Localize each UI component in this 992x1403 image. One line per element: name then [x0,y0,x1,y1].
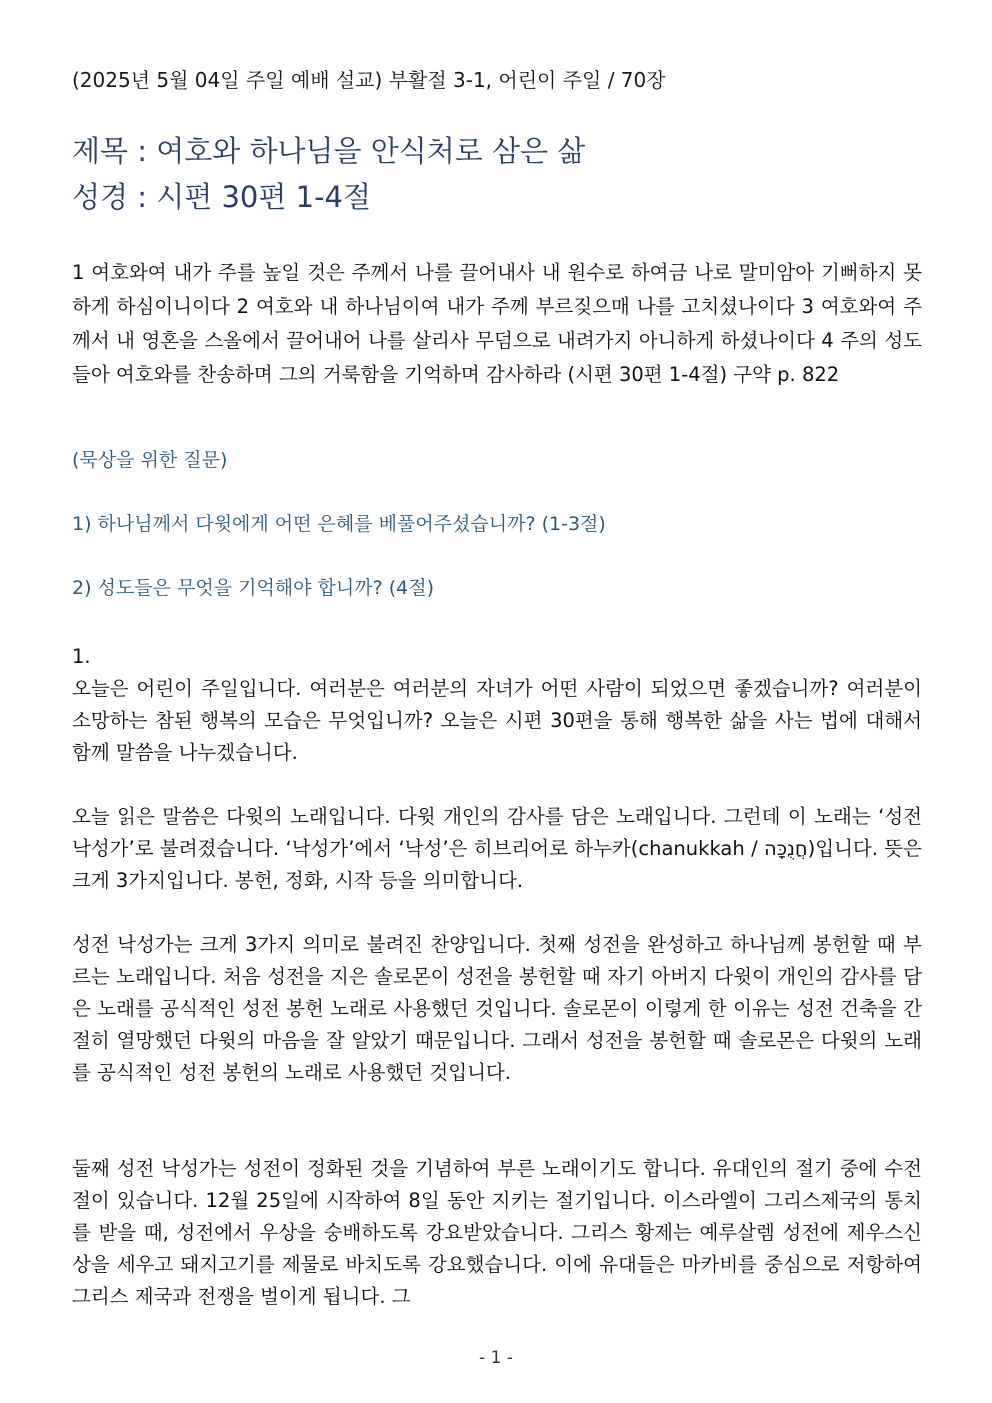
sermon-title: 제목 : 여호와 하나님을 안식처로 삼은 삶 [72,134,586,168]
sermon-paragraph [72,673,922,769]
page-number: - 1 - [479,1348,513,1368]
paragraph-text: 오늘은 어린이 주일입니다. 여러분은 여러분의 자녀가 어떤 사람이 되었으면 좋겠습니까? 여러분이 소망하는 참된 행복의 모습은 무엇입니까? 오늘은 시편 30편을 통해 행복한 삶을 사는 법에 대해서 함께 말씀을 나누겠습니다. [72,677,922,764]
section-number: 1. [72,645,91,668]
sermon-paragraph [72,801,922,897]
paragraph-text: 오늘 읽은 말씀은 다윗의 노래입니다. 다윗 개인의 감사를 담은 노래입니다. 그런데 이 노래는 ‘성전 낙성가’로 불려졌습니다. ‘낙성가’에서 ‘낙성’은 히브리어로 하누카(chanukkah / חֲנֻכָּה)입니다. 뜻은 크게 3가지입니다. 봉헌, 정화, 시작 등을 의미합니다. [72,805,922,892]
meditation-heading: (묵상을 위한 질문) [72,449,228,471]
sermon-paragraph [72,929,922,1089]
paragraph-text: 둘째 성전 낙성가는 성전이 정화된 것을 기념하여 부른 노래이기도 합니다. 유대인의 절기 중에 수전절이 있습니다. 12월 25일에 시작하여 8일 동안 지키는 절기입니다. 이스라엘이 그리스제국의 통치를 받을 때, 성전에서 우상을 숭배하도록 강요받았습니다. 그리스 황제는 예루살렘 성전에 제우스신상을 세우고 돼지고기를 제물로 바치도록 강요했습니다. 이에 유대들은 마카비를 중심으로 저항하여 그리스 제국과 전쟁을 벌이게 됩니다. 그 [72,1157,922,1308]
meditation-question: 2) 성도들은 무엇을 기억해야 합니까? (4절) [72,577,435,599]
service-header: (2025년 5월 04일 주일 예배 설교) 부활절 3-1, 어린이 주일 / 70장 [72,68,666,92]
paragraph-text: 성전 낙성가는 크게 3가지 의미로 불려진 찬양입니다. 첫째 성전을 완성하고 하나님께 봉헌할 때 부르는 노래입니다. 처음 성전을 지은 솔로몬이 성전을 봉헌할 때 자기 아버지 다윗이 개인의 감사를 담은 노래를 공식적인 성전 봉헌 노래로 사용했던 것입니다. 솔로몬이 이렇게 한 이유는 성전 건축을 간절히 열망했던 다윗의 마음을 잘 알았기 때문입니다. 그래서 성전을 봉헌할 때 솔로몬은 다윗의 노래를 공식적인 성전 봉헌의 노래로 사용했던 것입니다. [72,933,922,1084]
scripture-text: 1 여호와여 내가 주를 높일 것은 주께서 나를 끌어내사 내 원수로 하여금 나로 말미암아 기뻐하지 못하게 하심이니이다 2 여호와 내 하나님이여 내가 주께 부르짖으매 나를 고치셨나이다 3 여호와여 주께서 내 영혼을 스올에서 끌어내어 나를 살리사 무덤으로 내려가지 아니하게 하셨나이다 4 주의 성도들아 여호와를 찬송하며 그의 거룩함을 기억하며 감사하라 (시편 30편 1-4절) 구약 p. 822 [72,261,922,386]
meditation-question: 1) 하나님께서 다윗에게 어떤 은혜를 베풀어주셨습니까? (1-3절) [72,513,606,535]
scripture-reference: 성경 : 시편 30편 1-4절 [72,180,371,214]
sermon-paragraph [72,1153,922,1313]
